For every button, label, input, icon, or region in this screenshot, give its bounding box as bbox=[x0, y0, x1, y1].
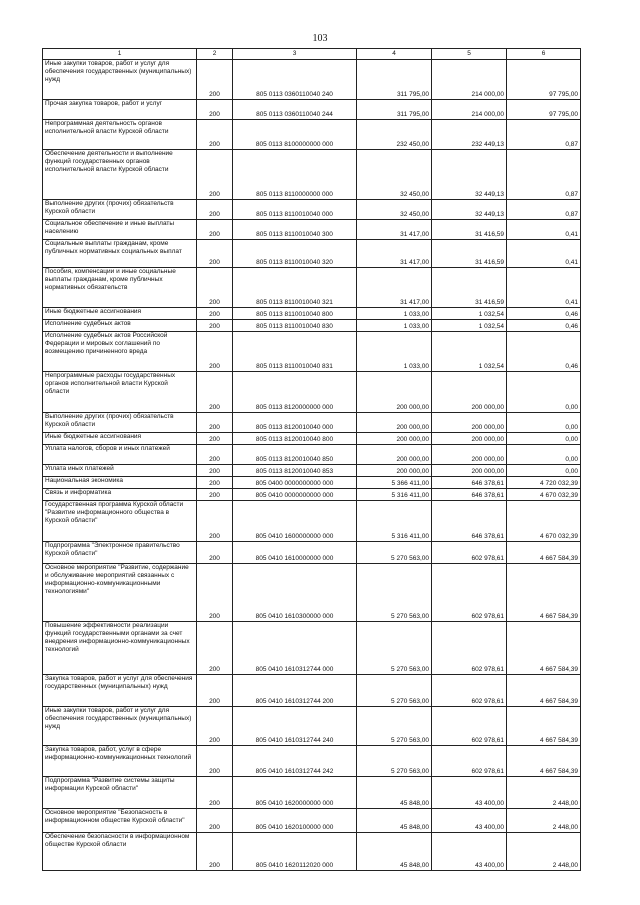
row-value-6: 97 795,00 bbox=[507, 60, 581, 100]
row-value-5: 32 449,13 bbox=[432, 150, 507, 200]
table-row bbox=[43, 220, 581, 240]
row-name: Социальное обеспечение и иные выплаты населению bbox=[43, 220, 197, 240]
row-value-6: 4 670 032,39 bbox=[507, 489, 581, 501]
row-value-6: 2 448,00 bbox=[507, 809, 581, 833]
row-value-6: 0,41 bbox=[507, 220, 581, 240]
row-value-5: 200 000,00 bbox=[432, 413, 507, 433]
row-classification: 805 0410 1600000000 000 bbox=[233, 501, 357, 542]
row-value-4: 45 848,00 bbox=[357, 777, 432, 809]
row-value-4: 232 450,00 bbox=[357, 120, 432, 150]
row-code: 200 bbox=[197, 707, 233, 746]
row-value-5: 214 000,00 bbox=[432, 60, 507, 100]
row-value-6: 4 667 584,39 bbox=[507, 675, 581, 707]
row-code: 200 bbox=[197, 675, 233, 707]
row-value-5: 646 378,61 bbox=[432, 477, 507, 489]
row-value-6: 4 667 584,39 bbox=[507, 707, 581, 746]
row-value-6: 0,00 bbox=[507, 413, 581, 433]
row-value-5: 232 449,13 bbox=[432, 120, 507, 150]
row-value-5: 1 032,54 bbox=[432, 320, 507, 332]
row-value-4: 31 417,00 bbox=[357, 240, 432, 268]
table-row bbox=[43, 60, 581, 100]
row-value-4: 5 270 563,00 bbox=[357, 707, 432, 746]
budget-table bbox=[42, 48, 581, 871]
row-value-6: 0,41 bbox=[507, 268, 581, 308]
row-name: Иные закупки товаров, работ и услуг для обеспечения государственных (муниципальных) нужд bbox=[43, 60, 197, 100]
row-value-5: 1 032,54 bbox=[432, 332, 507, 372]
table-row bbox=[43, 320, 581, 332]
row-value-6: 4 720 032,39 bbox=[507, 477, 581, 489]
row-name: Пособия, компенсации и иные социальные выплаты гражданам, кроме публичных нормативных обязательств bbox=[43, 268, 197, 308]
row-value-5: 602 978,61 bbox=[432, 622, 507, 675]
row-name: Непрограммная деятельность органов исполнительной власти Курской области bbox=[43, 120, 197, 150]
row-value-6: 0,00 bbox=[507, 433, 581, 445]
column-header: 6 bbox=[507, 49, 581, 60]
row-value-5: 200 000,00 bbox=[432, 372, 507, 413]
row-value-4: 5 270 563,00 bbox=[357, 675, 432, 707]
row-classification: 805 0113 8110000000 000 bbox=[233, 150, 357, 200]
table-row bbox=[43, 240, 581, 268]
row-code: 200 bbox=[197, 372, 233, 413]
row-code: 200 bbox=[197, 465, 233, 477]
row-value-6: 2 448,00 bbox=[507, 777, 581, 809]
table-row bbox=[43, 268, 581, 308]
row-value-4: 5 270 563,00 bbox=[357, 564, 432, 622]
table-row bbox=[43, 489, 581, 501]
row-classification: 805 0113 8110010040 830 bbox=[233, 320, 357, 332]
row-value-4: 1 033,00 bbox=[357, 332, 432, 372]
row-classification: 805 0410 1610300000 000 bbox=[233, 564, 357, 622]
row-name: Исполнение судебных актов Российской Федерации и мировых соглашений по возмещению причиненного вреда bbox=[43, 332, 197, 372]
row-name: Иные бюджетные ассигнования bbox=[43, 433, 197, 445]
row-value-5: 646 378,61 bbox=[432, 501, 507, 542]
row-value-5: 32 449,13 bbox=[432, 200, 507, 220]
row-code: 200 bbox=[197, 240, 233, 268]
row-value-4: 200 000,00 bbox=[357, 445, 432, 465]
column-header: 5 bbox=[432, 49, 507, 60]
table-row bbox=[43, 477, 581, 489]
table-row bbox=[43, 120, 581, 150]
row-value-5: 200 000,00 bbox=[432, 445, 507, 465]
row-code: 200 bbox=[197, 433, 233, 445]
row-code: 200 bbox=[197, 268, 233, 308]
row-value-6: 0,46 bbox=[507, 320, 581, 332]
row-value-5: 43 400,00 bbox=[432, 809, 507, 833]
row-value-6: 0,00 bbox=[507, 445, 581, 465]
row-value-5: 200 000,00 bbox=[432, 465, 507, 477]
row-name: Выполнение других (прочих) обязательств Курской области bbox=[43, 200, 197, 220]
row-value-6: 0,87 bbox=[507, 150, 581, 200]
row-value-5: 214 000,00 bbox=[432, 100, 507, 120]
row-code: 200 bbox=[197, 332, 233, 372]
row-value-5: 31 416,59 bbox=[432, 240, 507, 268]
row-classification: 805 0113 8110010040 831 bbox=[233, 332, 357, 372]
row-value-4: 1 033,00 bbox=[357, 308, 432, 320]
row-value-5: 31 416,59 bbox=[432, 220, 507, 240]
row-value-6: 0,87 bbox=[507, 200, 581, 220]
row-value-6: 4 667 584,39 bbox=[507, 746, 581, 777]
row-value-4: 5 270 563,00 bbox=[357, 746, 432, 777]
row-code: 200 bbox=[197, 308, 233, 320]
table-row bbox=[43, 100, 581, 120]
table-row bbox=[43, 833, 581, 871]
row-code: 200 bbox=[197, 809, 233, 833]
row-name: Закупка товаров, работ и услуг для обеспечения государственных (муниципальных) нужд bbox=[43, 675, 197, 707]
row-value-6: 4 667 584,39 bbox=[507, 542, 581, 564]
row-name: Социальные выплаты гражданам, кроме публичных нормативных социальных выплат bbox=[43, 240, 197, 268]
row-name: Уплата иных платежей bbox=[43, 465, 197, 477]
row-value-5: 602 978,61 bbox=[432, 707, 507, 746]
row-classification: 805 0113 8110010040 300 bbox=[233, 220, 357, 240]
row-value-4: 31 417,00 bbox=[357, 220, 432, 240]
row-classification: 805 0410 1610000000 000 bbox=[233, 542, 357, 564]
row-value-4: 200 000,00 bbox=[357, 465, 432, 477]
row-code: 200 bbox=[197, 413, 233, 433]
row-value-4: 45 848,00 bbox=[357, 833, 432, 871]
row-name: Обеспечение деятельности и выполнение функций государственных органов исполнительной власти Курской области bbox=[43, 150, 197, 200]
row-classification: 805 0113 8100000000 000 bbox=[233, 120, 357, 150]
row-value-4: 5 366 411,00 bbox=[357, 477, 432, 489]
row-value-5: 1 032,54 bbox=[432, 308, 507, 320]
row-name: Подпрограмма "Электронное правительство Курской области" bbox=[43, 542, 197, 564]
column-header: 1 bbox=[43, 49, 197, 60]
row-value-6: 0,87 bbox=[507, 120, 581, 150]
table-row bbox=[43, 501, 581, 542]
row-value-6: 97 795,00 bbox=[507, 100, 581, 120]
table-row bbox=[43, 433, 581, 445]
row-value-4: 5 270 563,00 bbox=[357, 622, 432, 675]
row-name: Иные бюджетные ассигнования bbox=[43, 308, 197, 320]
row-classification: 805 0113 8110010040 321 bbox=[233, 268, 357, 308]
row-code: 200 bbox=[197, 833, 233, 871]
row-code: 200 bbox=[197, 542, 233, 564]
row-value-5: 602 978,61 bbox=[432, 542, 507, 564]
row-value-4: 200 000,00 bbox=[357, 372, 432, 413]
row-classification: 805 0113 8110010040 000 bbox=[233, 200, 357, 220]
row-name: Повышение эффективности реализации функций государственными органами за счет внедрения информационно-коммуникационных технологий bbox=[43, 622, 197, 675]
column-header: 2 bbox=[197, 49, 233, 60]
row-value-5: 43 400,00 bbox=[432, 833, 507, 871]
table-row bbox=[43, 465, 581, 477]
row-value-4: 1 033,00 bbox=[357, 320, 432, 332]
row-code: 200 bbox=[197, 622, 233, 675]
table-row bbox=[43, 746, 581, 777]
row-classification: 805 0113 8110010040 800 bbox=[233, 308, 357, 320]
row-code: 200 bbox=[197, 60, 233, 100]
row-value-4: 31 417,00 bbox=[357, 268, 432, 308]
row-value-6: 0,46 bbox=[507, 308, 581, 320]
column-header: 3 bbox=[233, 49, 357, 60]
row-code: 200 bbox=[197, 320, 233, 332]
row-value-5: 200 000,00 bbox=[432, 433, 507, 445]
row-value-4: 32 450,00 bbox=[357, 150, 432, 200]
row-value-6: 4 667 584,39 bbox=[507, 564, 581, 622]
column-header: 4 bbox=[357, 49, 432, 60]
row-name: Связь и информатика bbox=[43, 489, 197, 501]
table-row bbox=[43, 445, 581, 465]
row-classification: 805 0410 0000000000 000 bbox=[233, 489, 357, 501]
table-row bbox=[43, 308, 581, 320]
row-value-4: 45 848,00 bbox=[357, 809, 432, 833]
row-classification: 805 0410 1610312744 200 bbox=[233, 675, 357, 707]
row-code: 200 bbox=[197, 489, 233, 501]
row-name: Уплата налогов, сборов и иных платежей bbox=[43, 445, 197, 465]
page-number: 103 bbox=[312, 33, 328, 44]
table-row bbox=[43, 675, 581, 707]
row-code: 200 bbox=[197, 746, 233, 777]
row-classification: 805 0410 1610312744 242 bbox=[233, 746, 357, 777]
row-value-4: 311 795,00 bbox=[357, 60, 432, 100]
row-value-4: 200 000,00 bbox=[357, 433, 432, 445]
row-value-6: 0,00 bbox=[507, 465, 581, 477]
table-row bbox=[43, 332, 581, 372]
row-name: Основное мероприятие "Развитие, содержание и обслуживание мероприятий связанных с информационно-коммуникационными технологиями" bbox=[43, 564, 197, 622]
row-value-6: 2 448,00 bbox=[507, 833, 581, 871]
row-name: Выполнение других (прочих) обязательств Курской области bbox=[43, 413, 197, 433]
row-classification: 805 0113 0360110040 244 bbox=[233, 100, 357, 120]
row-code: 200 bbox=[197, 564, 233, 622]
row-name: Прочая закупка товаров, работ и услуг bbox=[43, 100, 197, 120]
row-value-4: 200 000,00 bbox=[357, 413, 432, 433]
row-value-5: 602 978,61 bbox=[432, 746, 507, 777]
row-value-5: 646 378,61 bbox=[432, 489, 507, 501]
row-value-4: 5 316 411,00 bbox=[357, 489, 432, 501]
row-value-4: 5 316 411,00 bbox=[357, 501, 432, 542]
row-code: 200 bbox=[197, 100, 233, 120]
row-code: 200 bbox=[197, 150, 233, 200]
row-classification: 805 0410 1620112020 000 bbox=[233, 833, 357, 871]
row-classification: 805 0113 8120010040 850 bbox=[233, 445, 357, 465]
table-row bbox=[43, 564, 581, 622]
row-value-4: 311 795,00 bbox=[357, 100, 432, 120]
row-value-5: 43 400,00 bbox=[432, 777, 507, 809]
row-value-6: 0,00 bbox=[507, 372, 581, 413]
row-classification: 805 0410 1620100000 000 bbox=[233, 809, 357, 833]
row-value-6: 4 670 032,39 bbox=[507, 501, 581, 542]
row-name: Иные закупки товаров, работ и услуг для обеспечения государственных (муниципальных) нужд bbox=[43, 707, 197, 746]
row-value-6: 4 667 584,39 bbox=[507, 622, 581, 675]
table-row bbox=[43, 200, 581, 220]
row-name: Исполнение судебных актов bbox=[43, 320, 197, 332]
row-code: 200 bbox=[197, 120, 233, 150]
table-row bbox=[43, 809, 581, 833]
row-classification: 805 0113 8120000000 000 bbox=[233, 372, 357, 413]
row-code: 200 bbox=[197, 777, 233, 809]
table-row bbox=[43, 150, 581, 200]
row-name: Государственная программа Курской области "Развитие информационного общества в Курской области" bbox=[43, 501, 197, 542]
row-code: 200 bbox=[197, 445, 233, 465]
table-row bbox=[43, 622, 581, 675]
table-header-row bbox=[43, 49, 581, 60]
table-row bbox=[43, 372, 581, 413]
row-classification: 805 0113 8120010040 000 bbox=[233, 413, 357, 433]
row-name: Подпрограмма "Развитие системы защиты информации Курской области" bbox=[43, 777, 197, 809]
row-classification: 805 0410 1610312744 240 bbox=[233, 707, 357, 746]
row-classification: 805 0113 8120010040 800 bbox=[233, 433, 357, 445]
row-value-5: 31 416,59 bbox=[432, 268, 507, 308]
row-name: Непрограммные расходы государственных органов исполнительной власти Курской области bbox=[43, 372, 197, 413]
row-classification: 805 0113 0360110040 240 bbox=[233, 60, 357, 100]
row-name: Национальная экономика bbox=[43, 477, 197, 489]
row-value-6: 0,41 bbox=[507, 240, 581, 268]
row-code: 200 bbox=[197, 200, 233, 220]
row-code: 200 bbox=[197, 477, 233, 489]
row-name: Основное мероприятие "Безопасность в информационном обществе Курской области" bbox=[43, 809, 197, 833]
table-row bbox=[43, 777, 581, 809]
row-classification: 805 0113 8120010040 853 bbox=[233, 465, 357, 477]
row-classification: 805 0410 1620000000 000 bbox=[233, 777, 357, 809]
row-code: 200 bbox=[197, 501, 233, 542]
row-classification: 805 0410 1610312744 000 bbox=[233, 622, 357, 675]
row-name: Обеспечение безопасности в информационном обществе Курской области bbox=[43, 833, 197, 871]
table-row bbox=[43, 707, 581, 746]
row-code: 200 bbox=[197, 220, 233, 240]
row-name: Закупка товаров, работ, услуг в сфере информационно-коммуникационных технологий bbox=[43, 746, 197, 777]
row-value-4: 32 450,00 bbox=[357, 200, 432, 220]
row-value-4: 5 270 563,00 bbox=[357, 542, 432, 564]
row-classification: 805 0113 8110010040 320 bbox=[233, 240, 357, 268]
row-value-6: 0,46 bbox=[507, 332, 581, 372]
row-classification: 805 0400 0000000000 000 bbox=[233, 477, 357, 489]
table-row bbox=[43, 413, 581, 433]
row-value-5: 602 978,61 bbox=[432, 675, 507, 707]
table-row bbox=[43, 542, 581, 564]
row-value-5: 602 978,61 bbox=[432, 564, 507, 622]
